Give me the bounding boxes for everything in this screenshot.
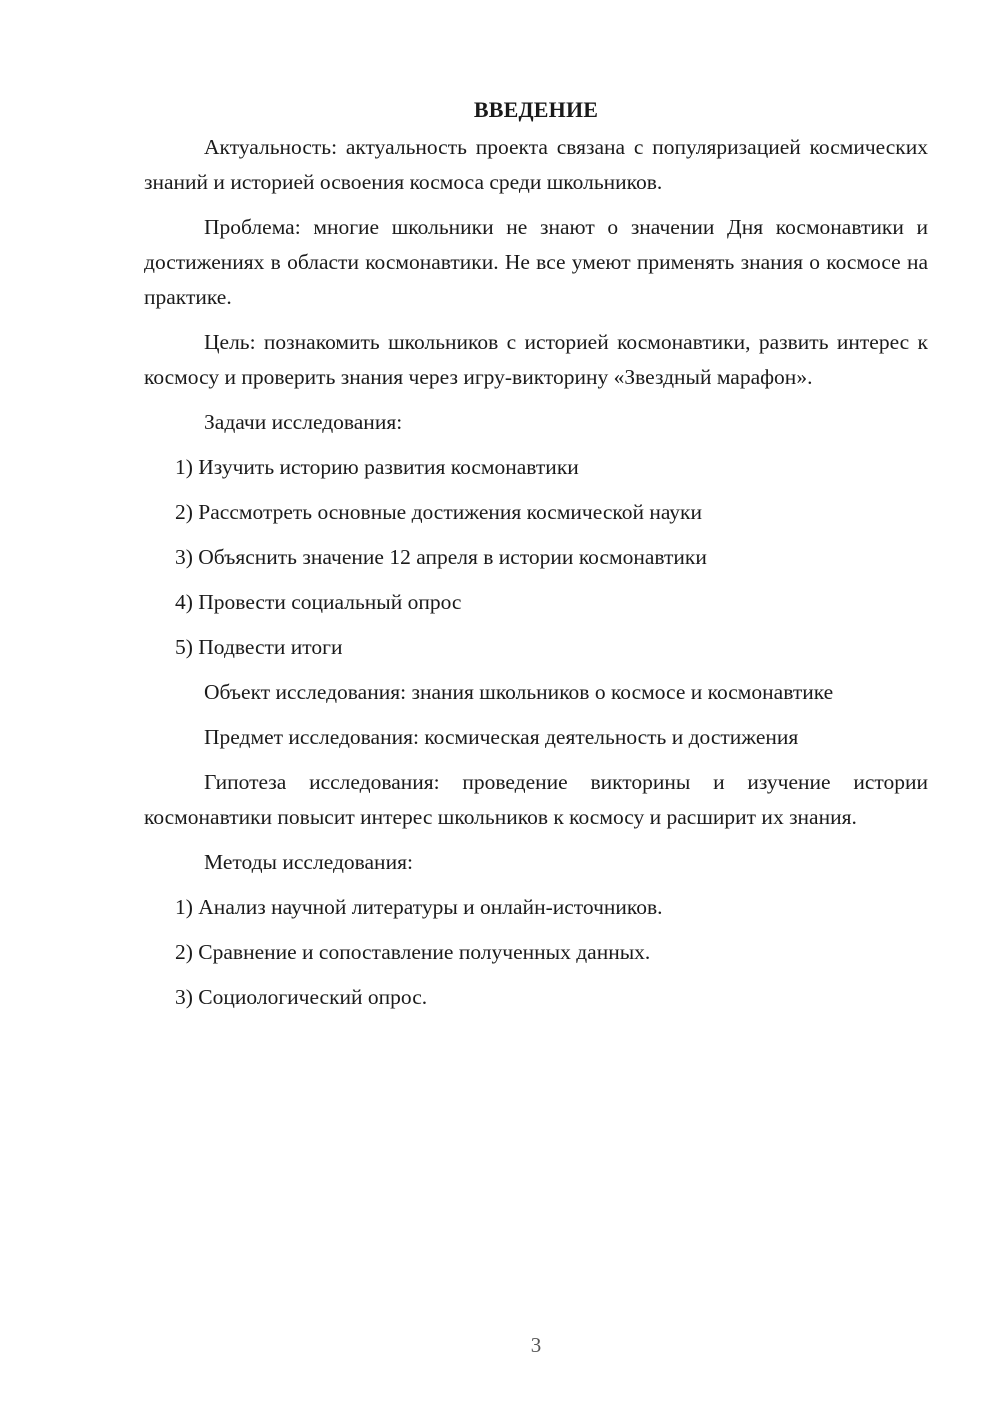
hypothesis-paragraph: Гипотеза исследования: проведение викторины и изучение истории космонавтики повысит интерес школьников к космосу и расширит их знания. <box>144 770 928 829</box>
methods-label: Методы исследования: <box>204 850 413 874</box>
problem-paragraph: Проблема: многие школьники не знают о значении Дня космонавтики и достижениях в области космонавтики. Не все умеют применять знания о космосе на практике. <box>144 215 928 309</box>
list-item: 1) Изучить историю развития космонавтики <box>175 455 579 479</box>
document-page <box>144 92 928 1025</box>
list-item: 4) Провести социальный опрос <box>175 590 462 614</box>
list-item: 3) Социологический опрос. <box>175 985 428 1009</box>
list-item: 2) Сравнение и сопоставление полученных данных. <box>175 940 651 964</box>
page-title: ВВЕДЕНИЕ <box>473 97 599 122</box>
list-item: 5) Подвести итоги <box>175 635 343 659</box>
page-number: 3 <box>530 1333 542 1357</box>
list-item: 3) Объяснить значение 12 апреля в истории космонавтики <box>175 545 707 569</box>
tasks-list <box>144 450 928 665</box>
tasks-label: Задачи исследования: <box>204 410 403 434</box>
subject-paragraph: Предмет исследования: космическая деятельность и достижения <box>204 725 799 749</box>
relevance-paragraph: Актуальность: актуальность проекта связана с популяризацией космических знаний и историей освоения космоса среди школьников. <box>144 135 928 194</box>
object-paragraph: Объект исследования: знания школьников о космосе и космонавтике <box>204 680 834 704</box>
goal-paragraph: Цель: познакомить школьников с историей космонавтики, развить интерес к космосу и проверить знания через игру-викторину «Звездный марафон». <box>144 330 928 389</box>
list-item: 2) Рассмотреть основные достижения космической науки <box>175 500 703 524</box>
list-item: 1) Анализ научной литературы и онлайн-источников. <box>175 895 663 919</box>
methods-list <box>144 890 928 1015</box>
